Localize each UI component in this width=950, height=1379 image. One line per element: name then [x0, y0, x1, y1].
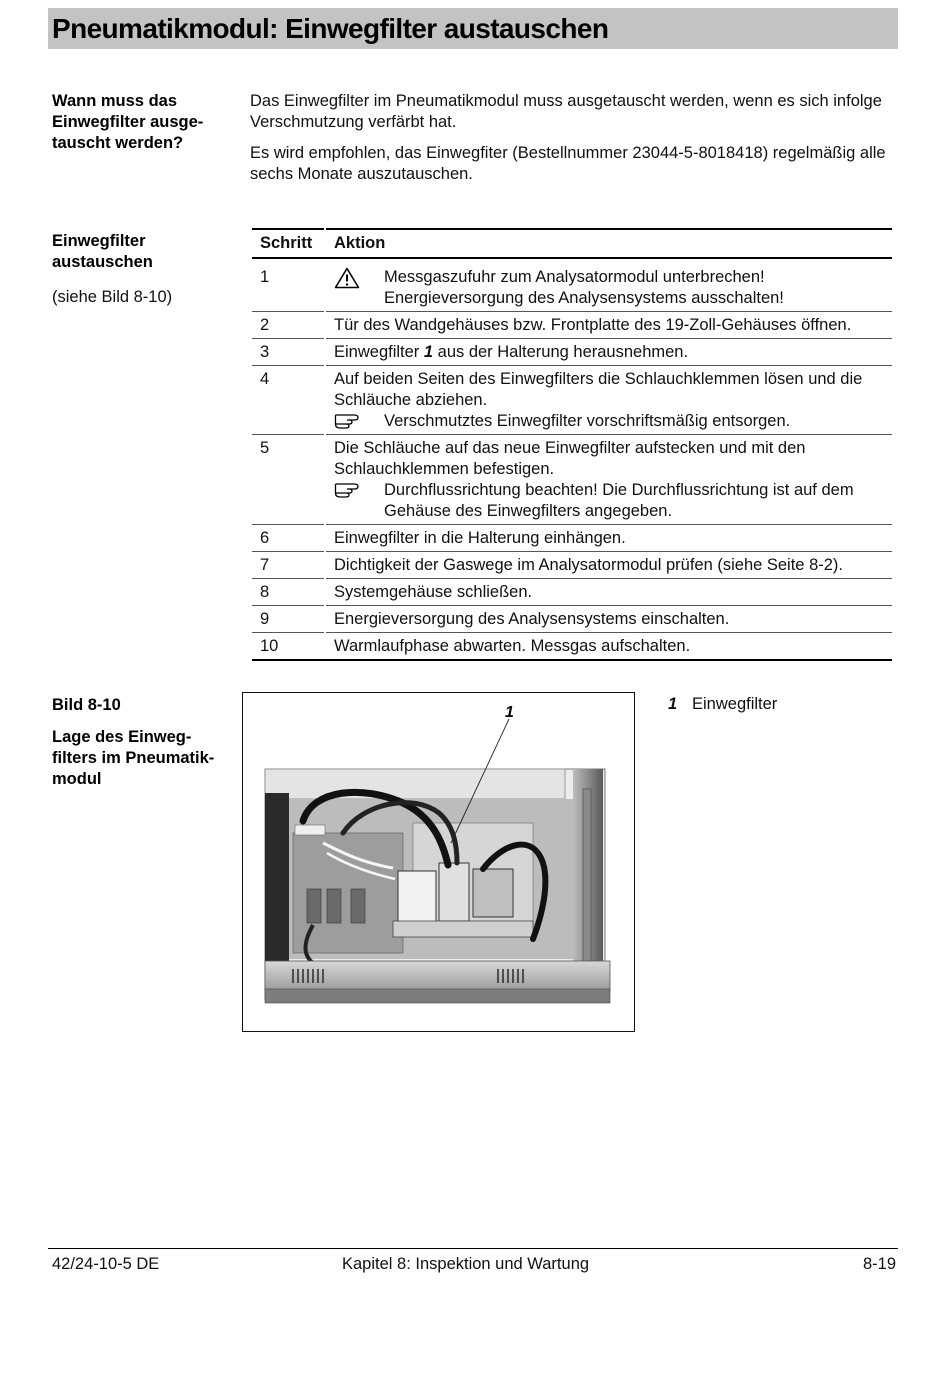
- step-action: Dichtigkeit der Gaswege im Analysatormodul prüfen (siehe Seite 8-2).: [325, 552, 892, 579]
- footer-page-number: 8-19: [862, 1255, 896, 1273]
- step-number: 6: [252, 525, 325, 552]
- legend-number: 1: [668, 695, 678, 713]
- step-action: Tür des Wandgehäuses bzw. Frontplatte des 19-Zoll-Gehäuses öffnen.: [325, 312, 892, 339]
- step-number: 3: [252, 339, 325, 366]
- footer-rule: [48, 1248, 898, 1249]
- table-row: [252, 312, 892, 339]
- table-row: [252, 633, 892, 661]
- warning-triangle-icon: [334, 267, 384, 288]
- table-row: [252, 579, 892, 606]
- step-number: 1: [252, 258, 325, 312]
- table-row: [252, 606, 892, 633]
- step-action: Energieversorgung des Analysensystems einschalten.: [325, 606, 892, 633]
- steps-table: [252, 228, 892, 661]
- step-action: [325, 258, 892, 312]
- step-action: Warmlaufphase abwarten. Messgas aufschalten.: [325, 633, 892, 661]
- footer-chapter: Kapitel 8: Inspektion und Wartung: [342, 1255, 590, 1273]
- table-row: [252, 366, 892, 435]
- paragraph: Es wird empfohlen, das Einwegfiter (Bestellnummer 23044-5-8018418) regelmäßig alle sechs Monate auszutauschen.: [250, 144, 886, 183]
- label-line: Einwegfilter: [52, 232, 146, 250]
- legend-text: Einwegfilter: [692, 695, 778, 713]
- step-action: [325, 339, 892, 366]
- pointing-hand-icon: [334, 411, 384, 432]
- table-row: [252, 258, 892, 312]
- section-replace-label: [52, 231, 153, 273]
- step-action: Einwegfilter in die Halterung einhängen.: [325, 525, 892, 552]
- header-action: Aktion: [325, 229, 892, 258]
- footer-doc-number: 42/24-10-5 DE: [52, 1255, 160, 1273]
- step-action: Systemgehäuse schließen.: [325, 579, 892, 606]
- table-row: [252, 339, 892, 366]
- item-reference: 1: [423, 343, 434, 361]
- action-text: Auf beiden Seiten des Einwegfilters die Schlauchklemmen lösen und die Schläuche abziehen.: [334, 370, 863, 409]
- table-row: [252, 435, 892, 525]
- caption-line: Lage des Einweg-: [52, 728, 192, 746]
- action-text: Einwegfilter: [334, 343, 424, 361]
- label-line: tauscht werden?: [52, 134, 184, 152]
- step-number: 4: [252, 366, 325, 435]
- paragraph: Das Einwegfilter im Pneumatikmodul muss ausgetauscht werden, wenn es sich infolge Verschmutzung verfärbt hat.: [250, 92, 882, 131]
- step-action: [325, 435, 892, 525]
- step-number: 10: [252, 633, 325, 661]
- step-number: 2: [252, 312, 325, 339]
- section-when-label: [52, 91, 203, 154]
- figure-reference-note: (siehe Bild 8-10): [52, 288, 173, 306]
- pointing-hand-icon: [334, 480, 384, 501]
- header-step: Schritt: [252, 229, 325, 258]
- pneumatic-module-illustration: [243, 693, 634, 1031]
- figure-caption: [52, 727, 214, 790]
- step-action: [325, 366, 892, 435]
- action-text: Die Schläuche auf das neue Einwegfilter aufstecken und mit den Schlauchklemmen befestigen.: [334, 439, 806, 478]
- step-number: 8: [252, 579, 325, 606]
- label-line: Einwegfilter ausge-: [52, 113, 204, 131]
- step-number: 9: [252, 606, 325, 633]
- figure-legend: [668, 694, 777, 715]
- table-row: [252, 525, 892, 552]
- label-line: Wann muss das: [52, 92, 177, 110]
- page-title: Pneumatikmodul: Einwegfilter austauschen: [52, 13, 609, 44]
- action-note: Verschmutztes Einwegfilter vorschriftsmäßig entsorgen.: [384, 412, 791, 430]
- action-text: aus der Halterung herausnehmen.: [433, 343, 689, 361]
- table-row: [252, 552, 892, 579]
- step-number: 5: [252, 435, 325, 525]
- action-line: Messgaszufuhr zum Analysatormodul unterbrechen!: [384, 268, 765, 286]
- label-line: austauschen: [52, 253, 153, 271]
- figure-callout-number: 1: [505, 704, 514, 721]
- section-when-body: [250, 91, 895, 195]
- figure-photo: [242, 692, 635, 1032]
- title-bar: [48, 8, 898, 49]
- caption-line: filters im Pneumatik-: [52, 749, 215, 767]
- step-number: 7: [252, 552, 325, 579]
- caption-line: modul: [52, 770, 102, 788]
- figure-label: Bild 8-10: [52, 696, 121, 714]
- action-line: Energieversorgung des Analysensystems ausschalten!: [384, 289, 784, 307]
- table-header-row: [252, 229, 892, 258]
- action-note: Durchflussrichtung beachten! Die Durchflussrichtung ist auf dem Gehäuse des Einwegfilters angegeben.: [384, 481, 854, 520]
